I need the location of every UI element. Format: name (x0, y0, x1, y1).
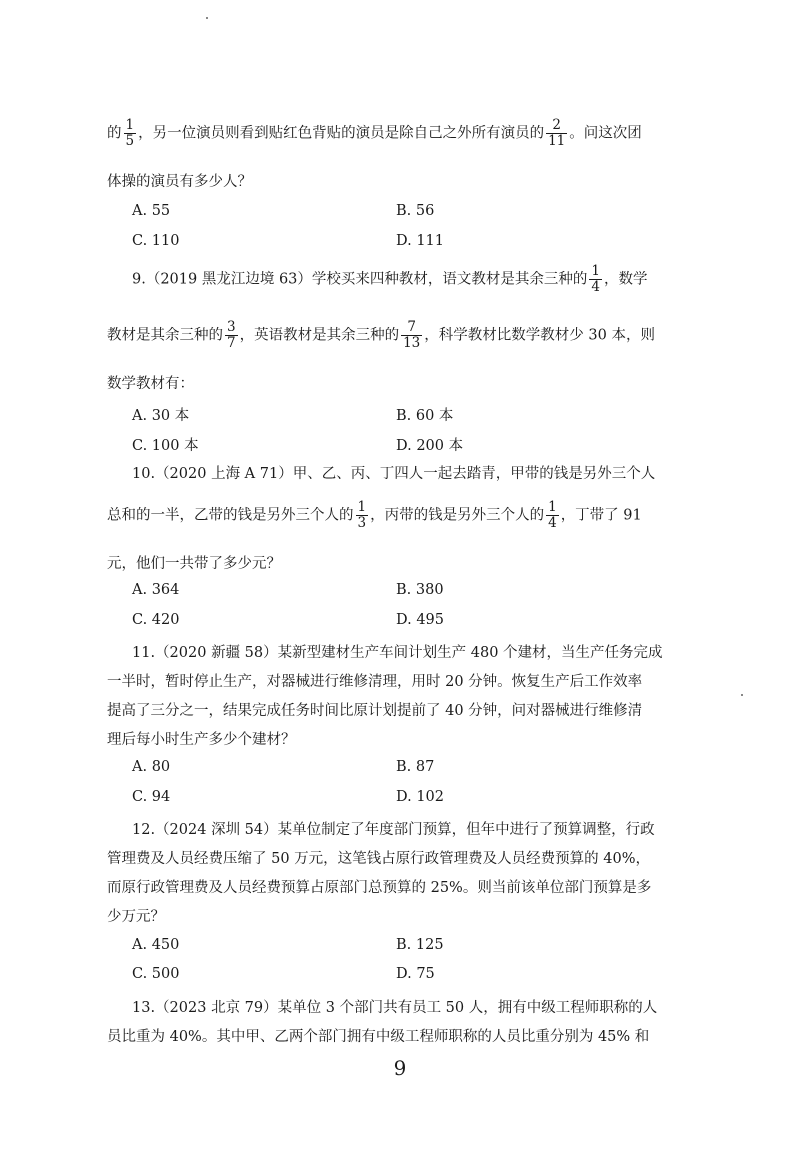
text: 教材是其余三种的 (107, 327, 223, 344)
text: ，英语教材是其余三种的 (239, 327, 400, 344)
q8-line-1 (107, 118, 642, 149)
fraction (124, 118, 137, 149)
fraction (589, 264, 602, 295)
text: 总和的一半，乙带的钱是另外三个人的 (107, 507, 354, 524)
option-a: A. 80 (132, 759, 171, 775)
q12-line-2: 管理费及人员经费压缩了 50 万元，这笔钱占原行政管理费及人员经费预算的 40%， (107, 851, 651, 867)
q11-line-2: 一半时，暂时停止生产，对器械进行维修清理，用时 20 分钟。恢复生产后工作效率 (107, 674, 643, 690)
text: 的 (107, 125, 122, 142)
scan-speck (206, 17, 208, 19)
page-number: 9 (393, 1056, 407, 1080)
q13-line-2: 员比重为 40%。其中甲、乙两个部门拥有中级工程师职称的人员比重分别为 45% 和 (107, 1029, 650, 1045)
text: ，科学教材比数学教材少 30 本，则 (424, 327, 655, 344)
denominator: 5 (125, 132, 135, 149)
text: 9.（2019 黑龙江边境 63）学校买来四种教材，语文教材是其余三种的 (132, 271, 588, 288)
q13-line-1: 13.（2023 北京 79）某单位 3 个部门共有员工 50 人，拥有中级工程师职称的人 (132, 1000, 658, 1016)
numerator: 1 (548, 499, 557, 515)
q9-line-2 (107, 320, 655, 351)
q12-line-4: 少万元？ (107, 909, 165, 925)
denominator: 7 (227, 334, 236, 351)
text: ，数学 (604, 271, 648, 288)
option-b: B. 125 (396, 937, 444, 953)
numerator: 1 (591, 263, 600, 279)
fraction (546, 500, 559, 531)
option-c: C. 100 本 (132, 438, 199, 454)
option-b: B. 56 (396, 203, 435, 219)
option-b: B. 87 (396, 759, 435, 775)
q10-line-3: 元，他们一共带了多少元？ (107, 556, 281, 572)
option-c: C. 110 (132, 233, 180, 249)
option-d: D. 102 (396, 789, 445, 805)
q12-line-3: 而原行政管理费及人员经费预算占原部门总预算的 25%。则当前该单位部门预算是多 (107, 880, 652, 896)
option-a: A. 450 (132, 937, 180, 953)
q12-line-1: 12.（2024 深圳 54）某单位制定了年度部门预算，但年中进行了预算调整，行政 (132, 822, 655, 838)
q8-line-2: 体操的演员有多少人？ (107, 174, 252, 190)
numerator: 1 (357, 499, 367, 515)
option-c: C. 94 (132, 789, 171, 805)
numerator: 1 (125, 117, 135, 133)
option-d: D. 75 (396, 966, 435, 982)
fraction (356, 500, 369, 531)
q11-line-1: 11.（2020 新疆 58）某新型建材生产车间计划生产 480 个建材，当生产任务完成 (132, 645, 663, 661)
option-d: D. 200 本 (396, 438, 464, 454)
option-d: D. 111 (396, 233, 445, 249)
fraction (546, 118, 567, 149)
text: 。问这次团 (569, 125, 642, 142)
option-c: C. 420 (132, 612, 180, 628)
option-c: C. 500 (132, 966, 180, 982)
scan-speck (741, 694, 743, 696)
q9-line-1 (132, 264, 648, 295)
option-d: D. 495 (396, 612, 445, 628)
fraction (401, 320, 422, 351)
text: ，丙带的钱是另外三个人的 (370, 507, 545, 524)
option-a: A. 55 (132, 203, 171, 219)
denominator: 13 (403, 334, 421, 351)
q10-line-2 (107, 500, 642, 531)
denominator: 3 (357, 514, 367, 531)
q11-line-3: 提高了三分之一，结果完成任务时间比原计划提前了 40 分钟，问对器械进行维修清 (107, 703, 643, 719)
numerator: 3 (227, 319, 236, 335)
denominator: 4 (548, 514, 557, 531)
denominator: 4 (591, 278, 600, 295)
option-b: B. 380 (396, 582, 444, 598)
text: ，丁带了 91 (560, 507, 642, 524)
option-a: A. 30 本 (132, 408, 190, 424)
numerator: 2 (546, 118, 567, 134)
denominator: 11 (548, 132, 566, 149)
option-a: A. 364 (132, 582, 180, 598)
q9-line-3: 数学教材有： (107, 376, 194, 392)
text: ，另一位演员则看到贴红色背贴的演员是除自己之外所有演员的 (138, 125, 545, 142)
fraction (225, 320, 238, 351)
option-b: B. 60 本 (396, 408, 454, 424)
numerator: 7 (401, 320, 422, 336)
q11-line-4: 理后每小时生产多少个建材？ (107, 732, 296, 748)
q10-line-1: 10.（2020 上海 A 71）甲、乙、丙、丁四人一起去踏青，甲带的钱是另外三个人 (132, 466, 656, 482)
